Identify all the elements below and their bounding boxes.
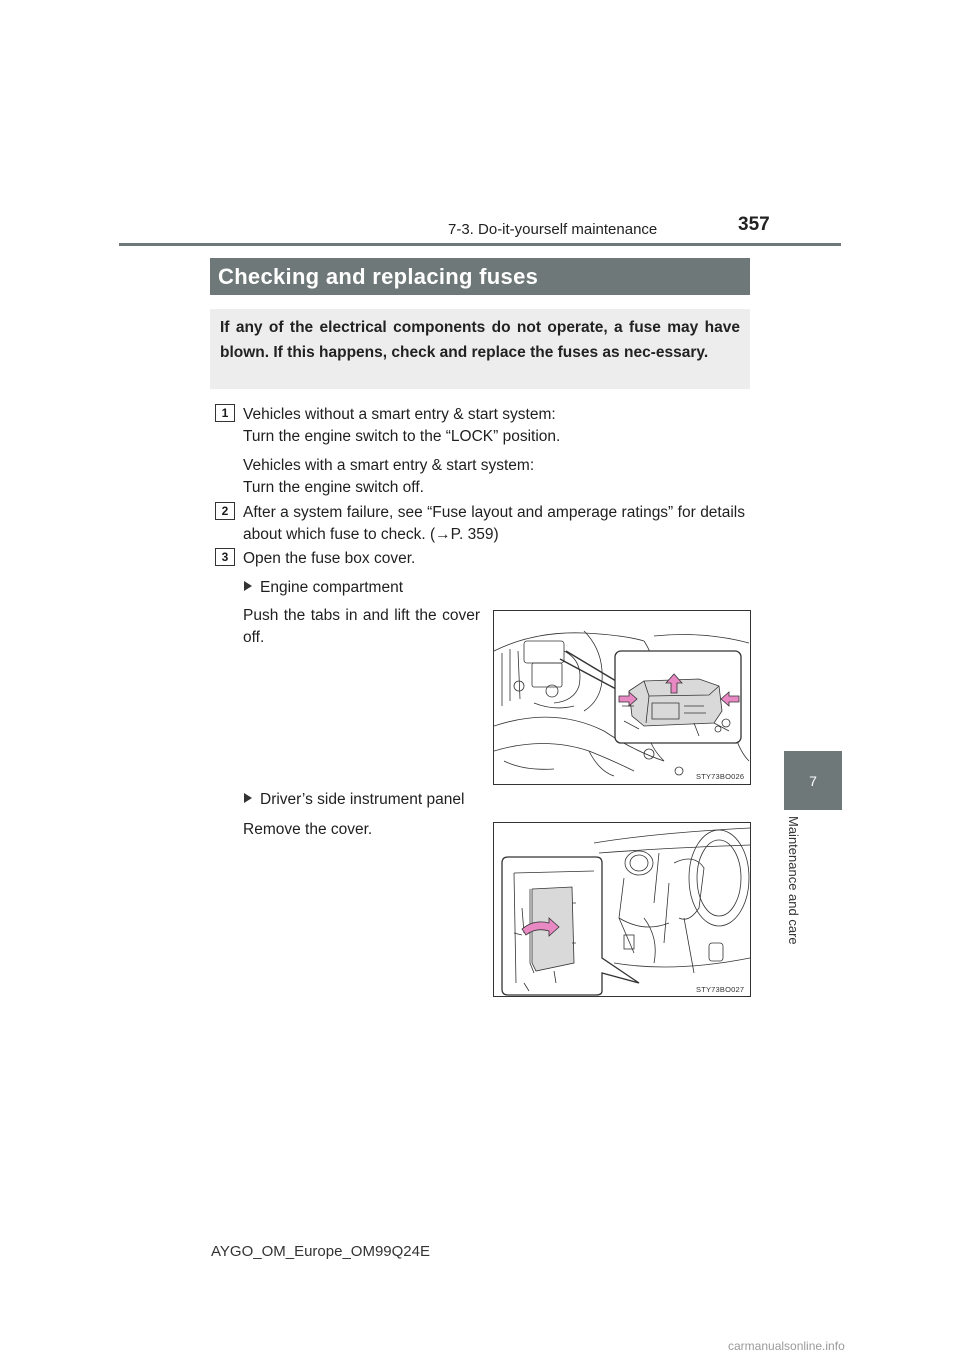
step-number-2: 2 xyxy=(215,502,235,520)
running-header-section: 7-3. Do-it-yourself maintenance xyxy=(448,221,658,238)
bullet-triangle-icon xyxy=(244,581,252,591)
step-3-text: Open the fuse box cover. xyxy=(243,550,416,567)
figure-instrument-panel xyxy=(493,822,751,997)
watermark: carmanualsonline.info xyxy=(728,1339,845,1353)
step-number-1: 1 xyxy=(215,404,235,422)
step-2-text: After a system failure, see “Fuse layout and amperage ratings” for details about which fuse to check. (→P. 359) xyxy=(243,504,745,543)
section-title: Checking and replacing fuses xyxy=(210,258,750,295)
figure-code-instrument: STY73BO027 xyxy=(696,985,745,994)
chapter-title-text: Maintenance and care xyxy=(786,816,801,945)
step-number-3: 3 xyxy=(215,548,235,566)
chapter-title-vertical xyxy=(783,816,803,966)
figure-engine-compartment xyxy=(493,610,751,785)
intro-box: If any of the electrical components do not operate, a fuse may have blown. If this happens, check and replace the fuses as nec-essary. xyxy=(210,309,750,389)
header-rule xyxy=(119,243,841,246)
subsection-instruction-engine: Push the tabs in and lift the cover off. xyxy=(243,607,480,646)
figure-code-engine: STY73BO026 xyxy=(696,772,745,781)
step-1-line-4: Turn the engine switch off. xyxy=(243,479,424,496)
step-1-line-3: Vehicles with a smart entry & start system: xyxy=(243,457,535,474)
bullet-triangle-icon-2 xyxy=(244,793,252,803)
subsection-heading-instrument-text: Driver’s side instrument panel xyxy=(260,791,465,808)
page-number: 357 xyxy=(738,214,770,235)
step-1-line-2: Turn the engine switch to the “LOCK” position. xyxy=(243,428,561,445)
subsection-instruction-instrument: Remove the cover. xyxy=(243,821,373,838)
subsection-heading-instrument xyxy=(244,789,464,811)
engine-compartment-illustration xyxy=(494,611,750,784)
subsection-heading-engine-text: Engine compartment xyxy=(260,579,404,596)
step-1-line-1: Vehicles without a smart entry & start system: xyxy=(243,406,556,423)
subsection-heading-engine xyxy=(244,577,403,599)
step-1-text xyxy=(243,404,753,499)
footer-manual-code: AYGO_OM_Europe_OM99Q24E xyxy=(211,1243,430,1260)
chapter-tab: 7 xyxy=(784,751,842,810)
instrument-panel-illustration xyxy=(494,823,750,996)
